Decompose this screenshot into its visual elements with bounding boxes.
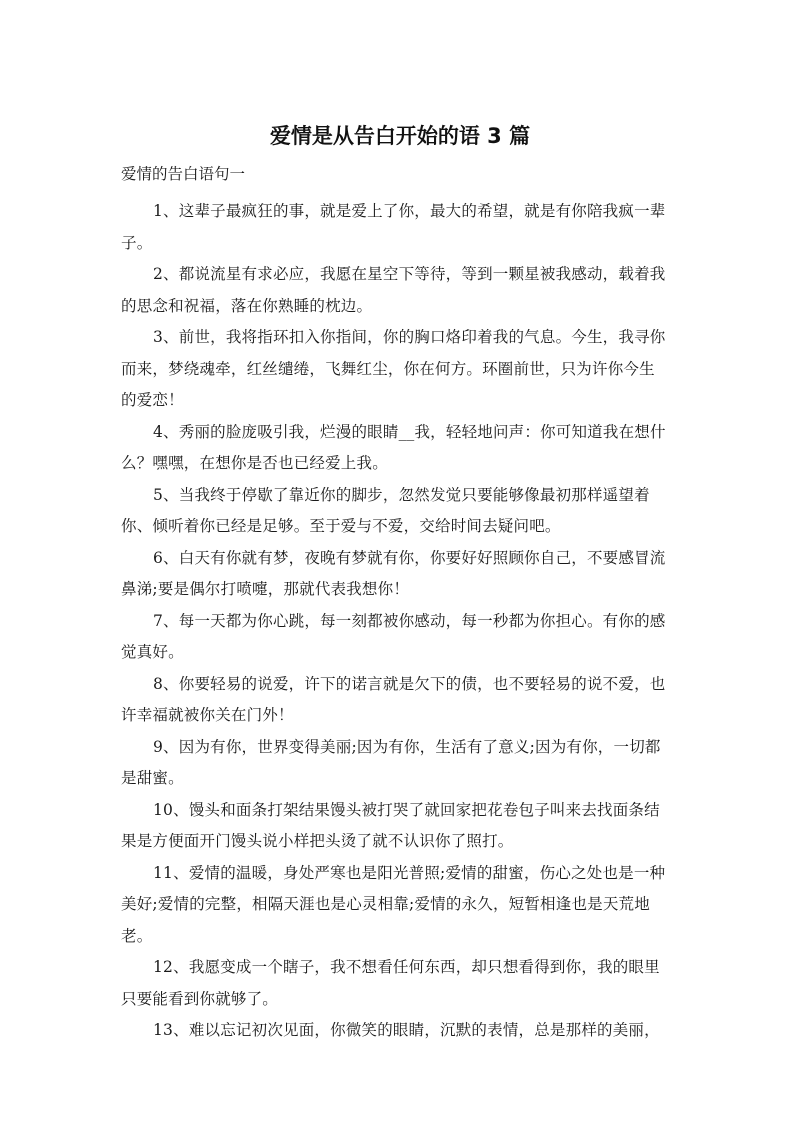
paragraph-line: 么？嘿嘿，在想你是否也已经爱上我。	[121, 454, 388, 472]
paragraph-line: 5、当我终于停歇了靠近你的脚步，忽然发觉只要能够像最初那样遥望着	[153, 485, 650, 504]
paragraph-line: 只要能看到你就够了。	[121, 989, 279, 1008]
paragraph-line: 的爱恋！	[121, 391, 184, 409]
paragraph-line: 的思念和祝福，落在你熟睡的枕边。	[121, 296, 373, 315]
paragraph	[121, 259, 681, 322]
paragraph-line: 老。	[121, 926, 153, 945]
paragraph	[121, 606, 681, 669]
paragraph-line: 7、每一天都为你心跳，每一刻都被你感动，每一秒都为你担心。有你的感	[153, 611, 666, 630]
paragraph-line: 4、秀丽的脸庞吸引我，烂漫的眼睛__我，轻轻地问声：你可知道我在想什	[153, 422, 666, 441]
paragraph-line: 2、都说流星有求必应，我愿在星空下等待，等到一颗星被我感动，载着我	[153, 265, 666, 283]
section-heading: 爱情的告白语句一	[121, 165, 246, 183]
paragraph-line: 觉真好。	[121, 643, 184, 661]
paragraph	[121, 732, 681, 795]
paragraph-line: 许幸福就被你关在门外！	[121, 706, 294, 724]
paragraph-line: 子。	[121, 233, 153, 252]
paragraph-line: 果是方便面开门馒头说小样把头烫了就不认识你了照打。	[121, 832, 514, 850]
paragraph	[121, 952, 681, 1015]
paragraph-line: 美好;爱情的完整，相隔天涯也是心灵相靠;爱情的永久，短暂相逢也是天荒地	[121, 895, 650, 913]
paragraph-line: 9、因为有你，世界变得美丽;因为有你，生活有了意义;因为有你，一切都	[153, 737, 661, 756]
paragraph-line: 1、这辈子最疯狂的事，就是爱上了你，最大的希望，就是有你陪我疯一辈	[153, 202, 666, 220]
paragraph	[121, 795, 681, 858]
paragraph-line: 6、白天有你就有梦，夜晚有梦就有你，你要好好照顾你自己，不要感冒流	[153, 548, 666, 567]
paragraph	[121, 480, 681, 543]
paragraph-line: 3、前世，我将指环扣入你指间，你的胸口烙印着我的气息。今生，我寻你	[153, 328, 666, 346]
paragraph-line: 10、馒头和面条打架结果馒头被打哭了就回家把花卷包子叫来去找面条结	[153, 800, 660, 819]
paragraph-line: 是甜蜜。	[121, 769, 184, 787]
paragraph	[121, 669, 681, 732]
paragraph	[121, 858, 681, 953]
paragraph-line: 而来，梦绕魂牵，红丝缱绻，飞舞红尘，你在何方。环圈前世，只为许你今生	[121, 359, 655, 378]
paragraph	[121, 543, 681, 606]
paragraph-line: 12、我愿变成一个瞎子，我不想看任何东西，却只想看得到你，我的眼里	[153, 958, 660, 976]
paragraph	[121, 322, 681, 417]
document-title: 爱情是从告白开始的语 3 篇	[269, 124, 531, 148]
paragraph-line: 13、难以忘记初次见面，你微笑的眼睛，沉默的表情，总是那样的美丽，	[153, 1021, 660, 1039]
paragraph	[121, 1015, 681, 1047]
paragraph-line: 8、你要轻易的说爱，许下的诺言就是欠下的债，也不要轻易的说不爱，也	[153, 674, 666, 693]
paragraph	[121, 417, 681, 480]
paragraph-line: 你、倾听着你已经是足够。至于爱与不爱，交给时间去疑问吧。	[121, 517, 561, 535]
paragraph	[121, 196, 681, 259]
document-body	[121, 196, 681, 1047]
paragraph-line: 11、爱情的温暖，身处严寒也是阳光普照;爱情的甜蜜，伤心之处也是一种	[153, 863, 666, 882]
paragraph-line: 鼻涕;要是偶尔打喷嚏，那就代表我想你！	[121, 580, 410, 598]
